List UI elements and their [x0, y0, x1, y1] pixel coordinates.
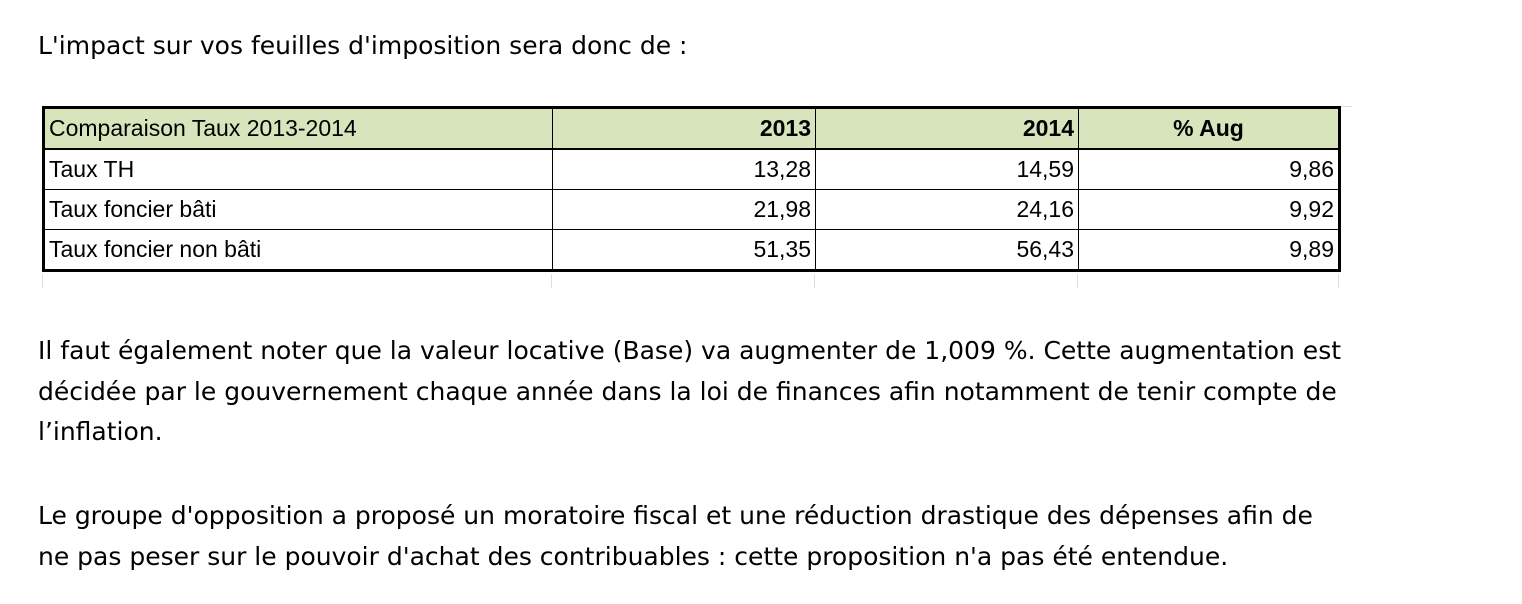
table-row [44, 190, 1340, 230]
row-label: Taux foncier non bâti [44, 230, 553, 271]
paragraph-line: décidée par le gouvernement chaque année dans la loi de finances afin notamment de tenir compte de [38, 376, 1337, 406]
value-2014: 56,43 [816, 230, 1079, 271]
row-label: Taux foncier bâti [44, 190, 553, 230]
header-percent-aug: % Aug [1079, 108, 1340, 150]
tax-rate-comparison-table [42, 106, 1341, 272]
table-header-row [44, 108, 1340, 150]
value-aug: 9,86 [1079, 149, 1340, 190]
paragraph-line: Le groupe d'opposition a proposé un moratoire fiscal et une réduction drastique des dépenses afin de [38, 501, 1313, 530]
table-row [44, 230, 1340, 271]
value-2013: 21,98 [553, 190, 816, 230]
value-2013: 51,35 [553, 230, 816, 271]
gridline-col-a [42, 274, 43, 288]
gridline-col-b [551, 274, 552, 288]
spreadsheet-excerpt [42, 106, 1352, 288]
value-2013: 13,28 [553, 149, 816, 190]
row-label: Taux TH [44, 149, 553, 190]
value-aug: 9,92 [1079, 190, 1340, 230]
value-2014: 14,59 [816, 149, 1079, 190]
table-row [44, 149, 1340, 190]
gridline-col-c [814, 274, 815, 288]
value-2014: 24,16 [816, 190, 1079, 230]
gridline-col-e [1338, 274, 1339, 288]
value-aug: 9,89 [1079, 230, 1340, 271]
gridline-col-d [1077, 274, 1078, 288]
header-comparison: Comparaison Taux 2013-2014 [44, 108, 553, 150]
paragraph-opposition [38, 496, 1478, 577]
header-2013: 2013 [553, 108, 816, 150]
intro-text: L'impact sur vos feuilles d'imposition sera donc de : [38, 31, 688, 60]
paragraph-base-increase [38, 331, 1478, 453]
paragraph-line: ne pas peser sur le pouvoir d'achat des contribuables : cette proposition n'a pas été entendue. [38, 541, 1229, 571]
header-2014: 2014 [816, 108, 1079, 150]
paragraph-line: Il faut également noter que la valeur locative (Base) va augmenter de 1,009 %. Cette augmentation est [38, 336, 1342, 365]
paragraph-line: l’inflation. [38, 417, 163, 446]
